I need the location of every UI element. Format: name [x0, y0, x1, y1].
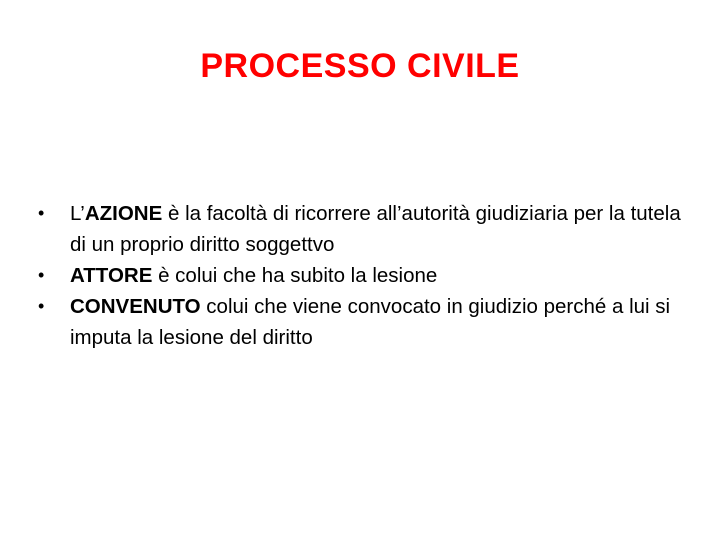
bullet-icon: • — [38, 265, 45, 285]
bullet-text: è la facoltà di ricorrere all’autorità giudiziaria per la tutela di un proprio diritto soggettvo — [70, 202, 681, 256]
bullet-list — [36, 198, 696, 353]
bullet-term: CONVENUTO — [70, 295, 201, 318]
bullet-prefix: L’ — [70, 202, 85, 225]
bullet-item-attore — [36, 260, 696, 291]
bullet-icon: • — [38, 296, 45, 316]
bullet-term: AZIONE — [84, 202, 163, 225]
bullet-item-azione — [36, 198, 696, 260]
bullet-term: ATTORE — [70, 264, 153, 287]
slide-title: PROCESSO CIVILE — [200, 47, 520, 85]
bullet-item-convenuto — [36, 291, 696, 353]
bullet-icon: • — [38, 203, 45, 223]
bullet-text: colui che viene convocato in giudizio perché a lui si imputa la lesione del diritto — [70, 295, 671, 349]
bullet-text: è colui che ha subito la lesione — [152, 264, 438, 287]
